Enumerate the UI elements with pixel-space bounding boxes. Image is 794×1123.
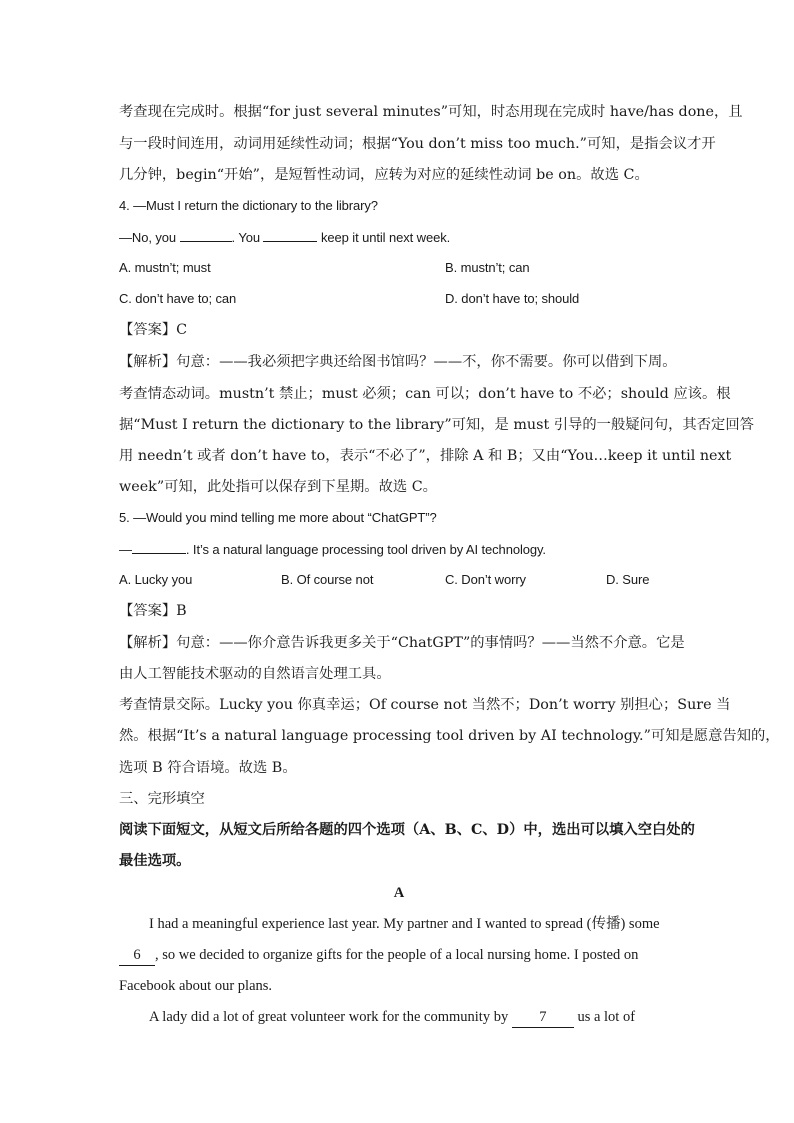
analysis-line: week”可知，此处指可以保存到下星期。故选 C。 [119,479,437,495]
blank-line [132,539,186,554]
answer-label: 【答案】B [119,603,187,619]
analysis-line: 考查情态动词。mustn’t 禁止；must 必须；can 可以；don’t have to 不必；should 应该。根 [119,386,731,402]
analysis-line: 几分钟，begin“开始”，是短暂性动词，应转为对应的延续性动词 be on。故选 C。 [119,167,649,183]
passage-heading: A [393,885,405,901]
blank-line [180,227,232,242]
section-instruction: 最佳选项。 [119,853,191,869]
analysis-line: 由人工智能技术驱动的自然语言处理工具。 [119,666,391,682]
analysis-line: 然。根据“It’s a natural language processing tool driven by AI technology.”可知是愿意告知的， [119,728,780,744]
analysis-line: 考查情景交际。Lucky you 你真幸运；Of course not 当然不；Don’t worry 别担心；Sure 当 [119,697,731,713]
question-5-reply: — . It’s a natural language processing tool driven by AI technology. [119,539,679,560]
option-b: B. mustn’t; can [445,260,530,275]
passage-line: I had a meaningful experience last year. My partner and I wanted to spread (传播) some [149,916,660,932]
section-title: 三、完形填空 [119,791,205,807]
option-d: D. Sure [606,572,650,587]
answer-label: 【答案】C [119,322,188,338]
question-4-reply: —No, you . You keep it until next week. [119,227,679,248]
option-d: D. don’t have to; should [445,291,580,306]
question-4-stem: 4. —Must I return the dictionary to the library? [119,198,378,213]
option-b: B. Of course not [281,572,374,587]
blank-7[interactable]: 7 [512,1007,574,1028]
option-c: C. don’t have to; can [119,291,237,306]
section-instruction: 阅读下面短文，从短文后所给各题的四个选项（A、B、C、D）中，选出可以填入空白处的 [119,822,695,838]
analysis-line: 用 needn’t 或者 don’t have to，表示“不必了”，排除 A 和 B；又由“You…keep it until next [119,448,732,464]
analysis-line: 与一段时间连用，动词用延续性动词；根据“You don’t miss too much.”可知，是指会议才开 [119,136,716,152]
passage-line: 6 , so we decided to organize gifts for the people of a local nursing home. I posted on [119,945,679,966]
analysis-line: 考查现在完成时。根据“for just several minutes”可知，时态用现在完成时 have/has done，且 [119,104,743,120]
option-a: A. Lucky you [119,572,193,587]
passage-line: Facebook about our plans. [119,978,273,994]
option-a: A. mustn’t; must [119,260,211,275]
blank-line [263,227,317,242]
analysis-line: 选项 B 符合语境。故选 B。 [119,760,297,776]
passage-line: A lady did a lot of great volunteer work for the community by 7 us a lot of [149,1007,679,1028]
option-c: C. Don’t worry [445,572,526,587]
analysis-line: 据“Must I return the dictionary to the library”可知，是 must 引导的一般疑问句，其否定回答 [119,417,754,433]
analysis-line: 【解析】句意：——我必须把字典还给图书馆吗？——不，你不需要。你可以借到下周。 [119,354,677,370]
blank-6[interactable]: 6 [119,945,155,966]
question-5-stem: 5. —Would you mind telling me more about “ChatGPT”? [119,510,437,525]
analysis-line: 【解析】句意：——你介意告诉我更多关于“ChatGPT”的事情吗？——当然不介意。它是 [119,635,685,651]
